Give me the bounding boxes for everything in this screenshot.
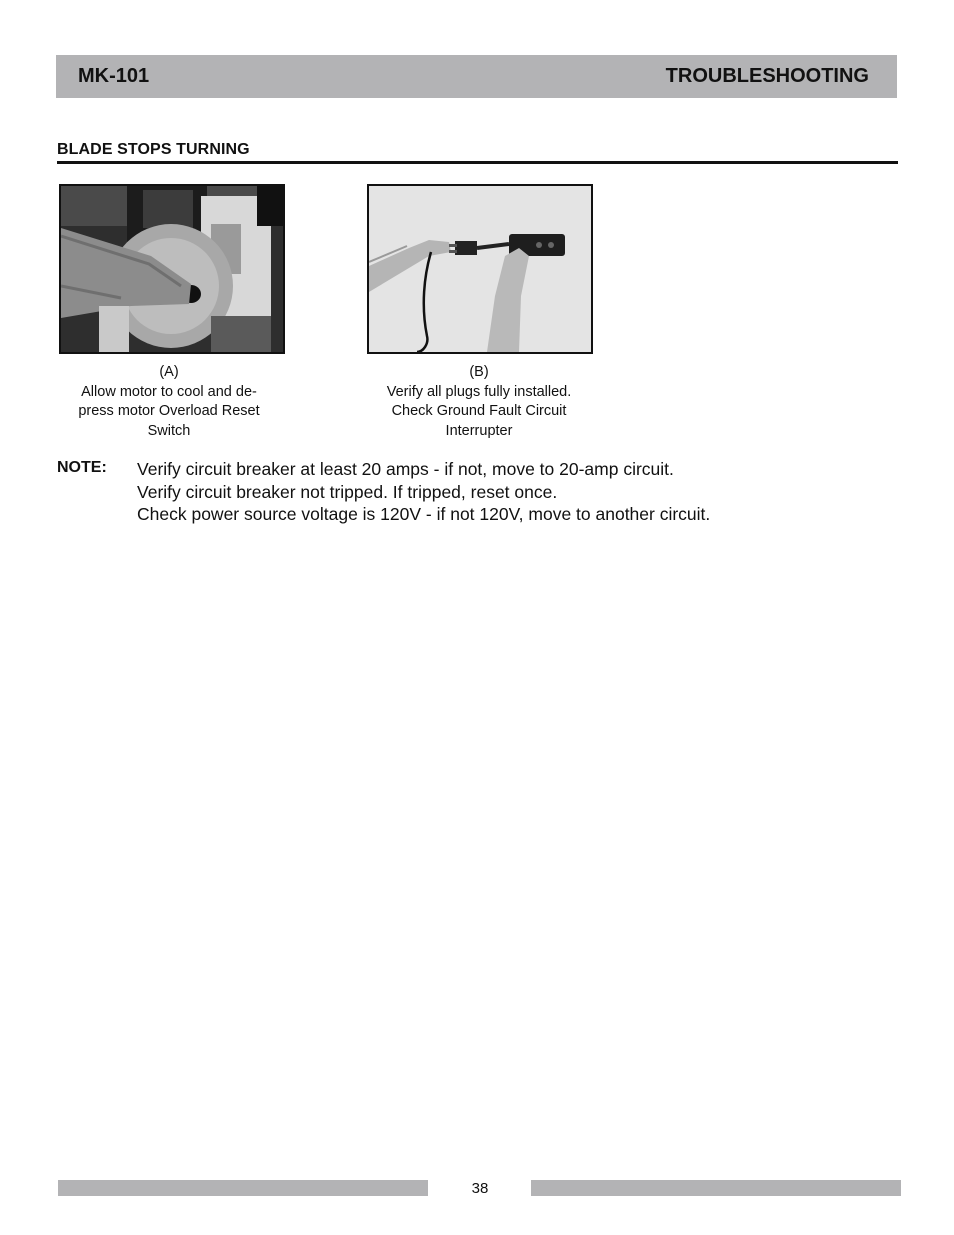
figure-b-label: (B): [469, 364, 489, 380]
figure-a-caption-line: press motor Overload Reset: [78, 403, 260, 419]
header-bar: [56, 55, 897, 98]
section-title: BLADE STOPS TURNING: [57, 141, 250, 158]
figure-a-label: (A): [159, 364, 179, 380]
figure-b-caption-line: Interrupter: [445, 422, 513, 439]
figure-a-caption-line: Switch: [147, 422, 191, 439]
figure-b-caption-line: Verify all plugs fully installed.: [386, 383, 572, 400]
note-line: Verify circuit breaker not tripped. If tripped, reset once.: [137, 481, 558, 502]
figure-b-caption-line: Check Ground Fault Circuit: [391, 403, 567, 419]
section-heading: TROUBLESHOOTING: [665, 65, 869, 87]
footer-bar-left: [58, 1180, 428, 1196]
plug-gfci-photo: [367, 184, 593, 354]
section-divider: [57, 161, 898, 164]
figure-a-caption-line: Allow motor to cool and de-: [81, 383, 257, 400]
model-title: MK-101: [78, 65, 150, 87]
footer-bar-right: [531, 1180, 901, 1196]
note-line: Check power source voltage is 120V - if not 120V, move to another circuit.: [137, 504, 711, 524]
note-line: Verify circuit breaker at least 20 amps - if not, move to 20-amp circuit.: [137, 459, 674, 479]
note-label: NOTE:: [57, 459, 107, 476]
figure-b-caption: [368, 363, 590, 441]
note-text: [137, 458, 710, 526]
page-number: 38: [471, 1180, 489, 1197]
motor-overload-reset-photo: [59, 184, 285, 354]
figure-a-caption: [59, 363, 279, 441]
